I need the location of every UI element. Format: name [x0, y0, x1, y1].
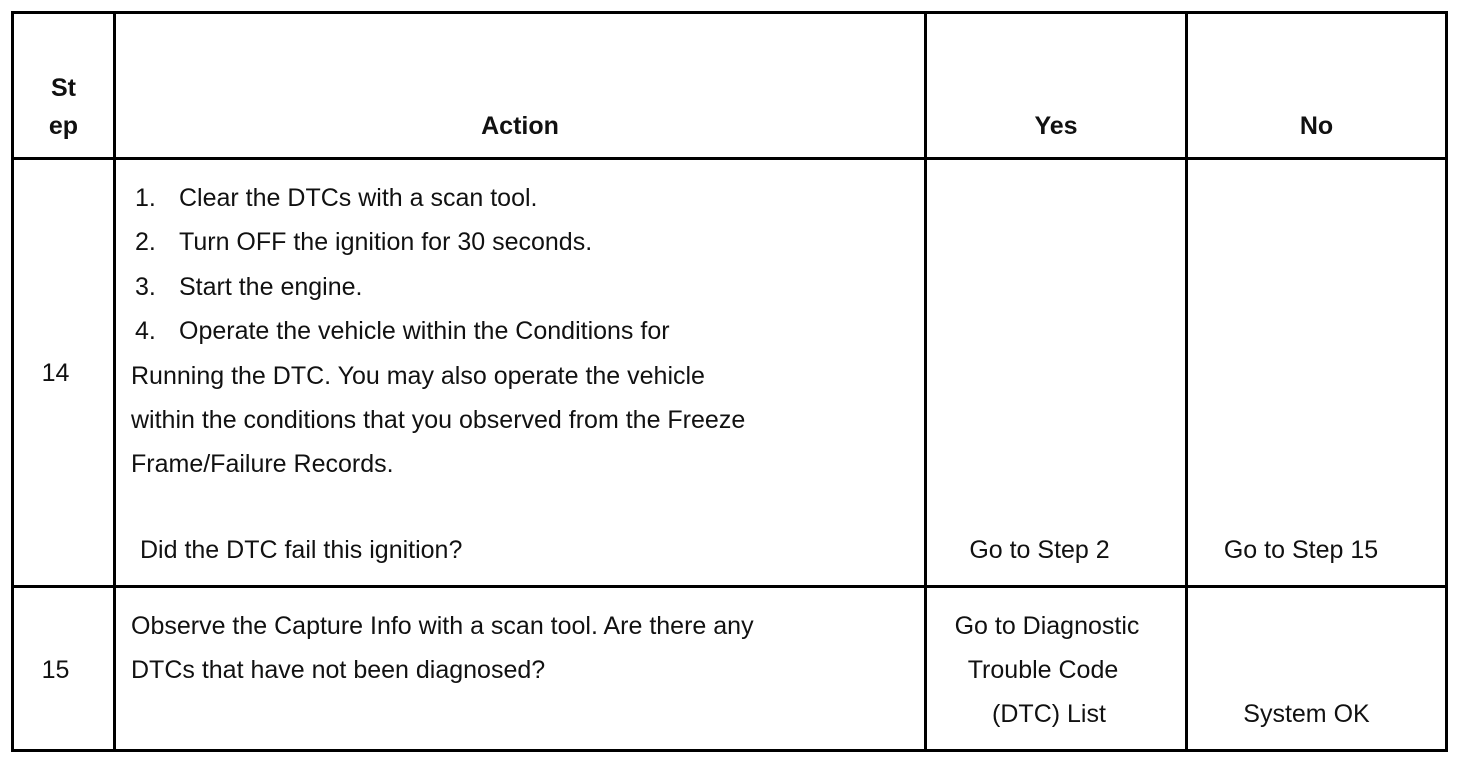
step-15-action-line-1: Observe the Capture Info with a scan tool. Are there any: [131, 612, 754, 640]
step-14-item-1-text: Clear the DTCs with a scan tool.: [179, 184, 538, 212]
step-14-yes-result: Go to Step 2: [969, 536, 1110, 564]
step-14-item-4-text: Operate the vehicle within the Conditions for: [179, 317, 670, 345]
step-14-item-4-number: 4.: [135, 317, 156, 345]
step-14-continuation-line-1: Running the DTC. You may also operate the vehicle: [131, 362, 705, 390]
step-14-item-3-number: 3.: [135, 273, 156, 301]
table-border-bottom: [11, 749, 1448, 752]
header-action: Action: [481, 112, 559, 140]
step-14-item-3-text: Start the engine.: [179, 273, 363, 301]
step-15-action-line-2: DTCs that have not been diagnosed?: [131, 656, 546, 684]
step-14-item-2-text: Turn OFF the ignition for 30 seconds.: [179, 228, 593, 256]
step-14-number: 14: [41, 359, 70, 387]
step-15-yes-line-1: Go to Diagnostic: [954, 612, 1140, 640]
step-14-question: Did the DTC fail this ignition?: [140, 536, 463, 564]
header-row-divider: [11, 157, 1448, 160]
header-no: No: [1299, 112, 1334, 140]
step-15-number: 15: [41, 656, 70, 684]
step-14-continuation-line-3: Frame/Failure Records.: [131, 450, 394, 478]
step-14-continuation-line-2: within the conditions that you observed from the Freeze: [131, 406, 746, 434]
table-border-top: [11, 11, 1448, 14]
header-step-line1: St: [51, 74, 76, 102]
table-border-right: [1445, 11, 1448, 752]
step-14-no-result: Go to Step 15: [1223, 536, 1379, 564]
header-yes: Yes: [1034, 112, 1078, 140]
step-15-yes-line-2: Trouble Code: [967, 656, 1119, 684]
step-14-item-2-number: 2.: [135, 228, 156, 256]
header-step-line2: ep: [48, 112, 79, 140]
row-divider: [11, 585, 1448, 588]
step-15-yes-line-3: (DTC) List: [992, 700, 1106, 728]
step-15-no-result: System OK: [1243, 700, 1370, 728]
step-14-item-1-number: 1.: [135, 184, 156, 212]
